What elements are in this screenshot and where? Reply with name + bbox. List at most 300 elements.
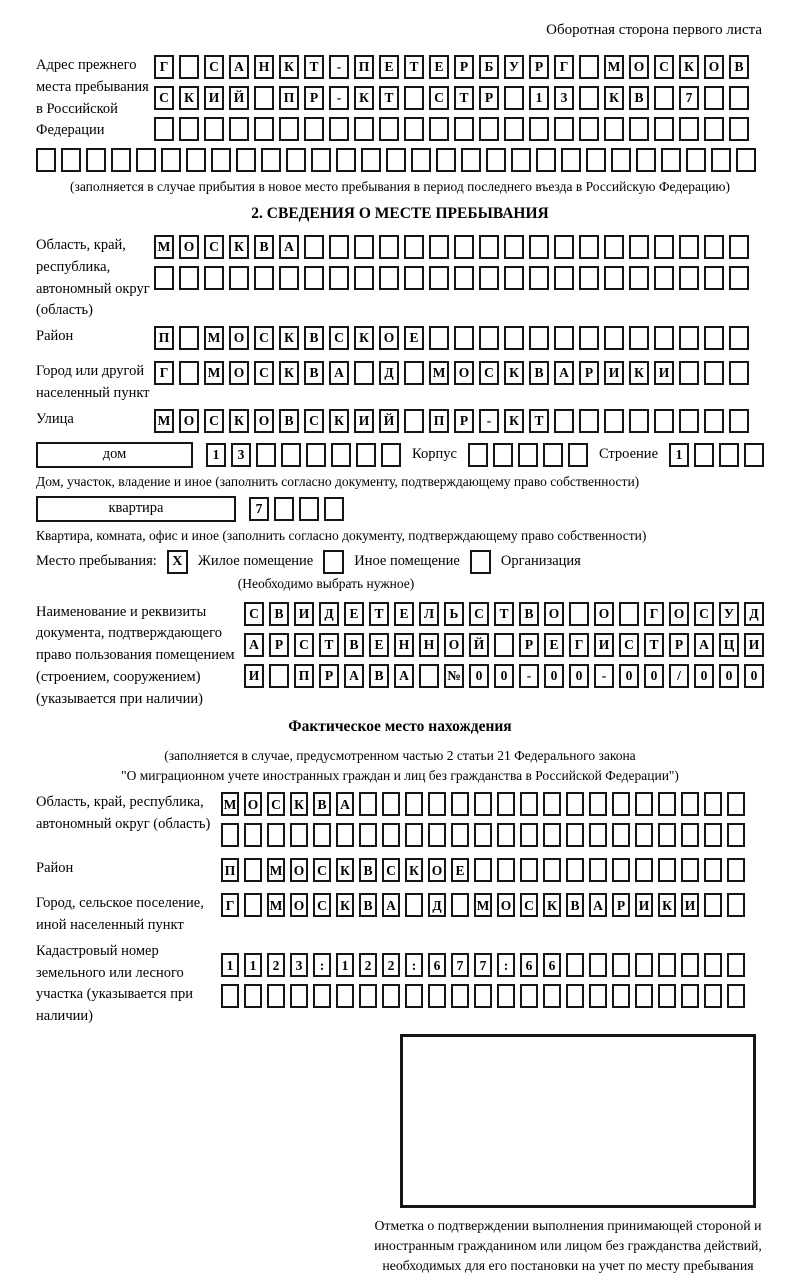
char-cell: К [354,86,374,110]
empty-cell [561,148,581,172]
empty-cell [635,823,653,847]
empty-cell [86,148,106,172]
char-cell: : [313,953,331,977]
empty-cell [589,984,607,1008]
empty-cell [635,984,653,1008]
empty-cell [229,117,249,141]
char-cell: К [279,55,299,79]
char-cell: О [497,893,515,917]
char-cell: О [428,858,446,882]
char-cell: Н [394,633,414,657]
char-cell: А [694,633,714,657]
empty-cell [579,326,599,350]
char-cell: К [405,858,423,882]
char-cell: О [594,602,614,626]
empty-cell [704,409,724,433]
actual-location-subtitle2: "О миграционном учете иностранных граждан и лиц без гражданства в Российской Федерации") [121,768,679,784]
empty-cell [336,984,354,1008]
actual-district-field [36,858,764,889]
char-cell: Р [269,633,289,657]
actual-city-label: Город, сельское поселение, иной населенный пункт [36,895,204,933]
apartment-type-box: квартира [36,496,236,522]
empty-cell [136,148,156,172]
char-cell: 0 [719,664,739,688]
char-cell: И [354,409,374,433]
char-cell: С [429,86,449,110]
cell-row [154,235,749,259]
char-cell: Т [644,633,664,657]
char-cell: 7 [451,953,469,977]
empty-cell [479,235,499,259]
empty-cell [474,792,492,816]
empty-cell [736,148,756,172]
char-cell: 2 [267,953,285,977]
empty-cell [658,823,676,847]
empty-cell [604,117,624,141]
empty-cell [461,148,481,172]
empty-cell [704,361,724,385]
char-cell: Д [428,893,446,917]
empty-cell [254,117,274,141]
char-cell: П [221,858,239,882]
char-cell: Г [554,55,574,79]
char-cell: С [619,633,639,657]
empty-cell [304,117,324,141]
empty-cell [354,117,374,141]
empty-cell [729,326,749,350]
char-cell: 1 [206,443,226,467]
empty-cell [529,326,549,350]
empty-cell [566,792,584,816]
empty-cell [354,235,374,259]
empty-cell [704,266,724,290]
empty-cell [329,117,349,141]
empty-cell [611,148,631,172]
char-cell: О [179,409,199,433]
char-cell: В [269,602,289,626]
empty-cell [566,858,584,882]
char-cell: К [679,55,699,79]
char-cell: В [359,858,377,882]
empty-cell [629,235,649,259]
char-cell: О [254,409,274,433]
char-cell: Р [529,55,549,79]
char-cell: Е [369,633,389,657]
char-cell: В [566,893,584,917]
actual-region-field [36,792,764,854]
char-cell: И [681,893,699,917]
empty-cell [451,893,469,917]
cell-row [154,409,749,433]
char-cell: А [344,664,364,688]
empty-cell [436,148,456,172]
char-cell: О [229,326,249,350]
char-cell: Р [479,86,499,110]
char-cell: Й [229,86,249,110]
char-cell: Д [319,602,339,626]
char-cell: А [554,361,574,385]
char-cell: Е [394,602,414,626]
empty-cell [681,984,699,1008]
cell-row-full-width [36,148,764,172]
district-label: Район [36,328,74,344]
corner-note: Оборотная сторона первого листа [546,22,762,38]
empty-cell [404,361,424,385]
char-cell: 7 [679,86,699,110]
empty-cell [324,497,344,521]
char-cell: 0 [619,664,639,688]
empty-cell [428,984,446,1008]
empty-cell [727,984,745,1008]
empty-cell [704,326,724,350]
char-cell: О [290,858,308,882]
empty-cell [479,266,499,290]
cell-row [221,984,745,1008]
char-cell: К [504,361,524,385]
empty-cell [359,984,377,1008]
char-cell: А [336,792,354,816]
char-cell: Г [221,893,239,917]
empty-cell [579,409,599,433]
char-cell: 0 [494,664,514,688]
empty-cell [36,148,56,172]
district-field [36,326,764,357]
empty-cell [244,858,262,882]
char-cell: М [604,55,624,79]
empty-cell [479,117,499,141]
empty-cell [419,664,439,688]
char-cell: С [694,602,714,626]
empty-cell [336,823,354,847]
empty-cell [405,984,423,1008]
empty-cell [704,893,722,917]
char-cell: Е [379,55,399,79]
char-cell: Р [612,893,630,917]
char-cell: С [382,858,400,882]
empty-cell [711,148,731,172]
empty-cell [354,361,374,385]
char-cell: В [313,792,331,816]
char-cell: У [719,602,739,626]
empty-cell [654,409,674,433]
char-cell: С [469,602,489,626]
char-cell: 2 [382,953,400,977]
empty-cell [543,792,561,816]
empty-cell [727,792,745,816]
empty-cell [727,953,745,977]
char-cell: А [329,361,349,385]
empty-cell [589,792,607,816]
option-organization-label: Организация [500,553,581,569]
empty-cell [429,266,449,290]
char-cell: А [394,664,414,688]
char-cell: Т [319,633,339,657]
cell-row [154,117,749,141]
empty-cell [589,858,607,882]
empty-cell [579,235,599,259]
char-cell: М [204,361,224,385]
cell-row [221,893,745,930]
empty-cell [454,326,474,350]
checkbox-other-premises [323,550,344,574]
char-cell: А [279,235,299,259]
char-cell: К [658,893,676,917]
char-cell: 2 [359,953,377,977]
char-cell: С [204,409,224,433]
empty-cell [679,409,699,433]
empty-cell [286,148,306,172]
empty-cell [681,823,699,847]
empty-cell [451,823,469,847]
empty-cell [604,235,624,259]
empty-cell [331,443,351,467]
empty-cell [536,148,556,172]
empty-cell [386,148,406,172]
empty-cell [279,266,299,290]
char-cell: У [504,55,524,79]
empty-cell [256,443,276,467]
empty-cell [313,823,331,847]
empty-cell [504,266,524,290]
cell-row [221,858,745,882]
cell-row [244,633,764,657]
empty-cell [254,86,274,110]
char-cell: 1 [221,953,239,977]
empty-cell [267,823,285,847]
empty-cell [354,266,374,290]
cadastre-rows [221,941,745,1028]
empty-cell [479,326,499,350]
empty-cell [579,86,599,110]
empty-cell [381,443,401,467]
char-cell: М [429,361,449,385]
city-label: Город или другой населенный пункт [36,363,150,401]
empty-cell [404,266,424,290]
cell-row [154,55,749,79]
cell-row [154,326,749,350]
empty-cell [729,266,749,290]
char-cell: О [290,893,308,917]
char-cell: 6 [543,953,561,977]
char-cell: О [179,235,199,259]
empty-cell [290,984,308,1008]
empty-cell [429,235,449,259]
char-cell: О [629,55,649,79]
char-cell: П [354,55,374,79]
char-cell: Й [469,633,489,657]
char-cell: В [254,235,274,259]
char-cell: 7 [249,497,269,521]
char-cell: М [204,326,224,350]
empty-cell [612,984,630,1008]
empty-cell [612,953,630,977]
char-cell: К [336,858,354,882]
house-row [36,442,764,468]
empty-cell [221,984,239,1008]
char-cell: - [329,86,349,110]
empty-cell [154,117,174,141]
empty-cell [311,148,331,172]
char-cell: В [369,664,389,688]
empty-cell [568,443,588,467]
empty-cell [729,117,749,141]
empty-cell [654,266,674,290]
empty-cell [428,823,446,847]
empty-cell [504,326,524,350]
empty-cell [154,266,174,290]
char-cell: 0 [744,664,764,688]
empty-cell [468,443,488,467]
empty-cell [681,792,699,816]
empty-cell [629,409,649,433]
char-cell: Н [419,633,439,657]
empty-cell [504,235,524,259]
empty-cell [281,443,301,467]
char-cell: 1 [336,953,354,977]
empty-cell [543,858,561,882]
char-cell: Е [451,858,469,882]
char-cell: В [529,361,549,385]
char-cell: Ц [719,633,739,657]
char-cell: В [304,326,324,350]
char-cell: С [654,55,674,79]
city-field [36,361,764,405]
char-cell: / [669,664,689,688]
char-cell: С [267,792,285,816]
empty-cell [569,602,589,626]
char-cell: 6 [520,953,538,977]
confirmation-stamp-box [400,1034,756,1208]
char-cell: 3 [290,953,308,977]
empty-cell [520,823,538,847]
char-cell: Е [404,326,424,350]
char-cell: 0 [569,664,589,688]
char-cell: И [204,86,224,110]
char-cell: Г [569,633,589,657]
char-cell: С [520,893,538,917]
empty-cell [504,117,524,141]
char-cell: С [294,633,314,657]
char-cell: С [204,235,224,259]
cell-row [221,823,745,847]
empty-cell [612,858,630,882]
char-cell: К [543,893,561,917]
empty-cell [729,86,749,110]
empty-cell [554,409,574,433]
empty-cell [382,984,400,1008]
cell-row [244,664,764,688]
char-cell: Т [494,602,514,626]
char-cell: 0 [694,664,714,688]
char-cell: Й [379,409,399,433]
stay-place-label: Место пребывания: [36,553,157,569]
empty-cell [566,823,584,847]
empty-cell [727,858,745,882]
empty-cell [304,235,324,259]
actual-region-rows [221,792,745,854]
empty-cell [554,266,574,290]
char-cell: С [254,361,274,385]
char-cell: О [704,55,724,79]
char-cell: - [479,409,499,433]
empty-cell [454,117,474,141]
cell-row [468,443,588,467]
char-cell: С [304,409,324,433]
empty-cell [111,148,131,172]
stroenie-label: Строение [598,446,658,462]
section2-title: 2. СВЕДЕНИЯ О МЕСТЕ ПРЕБЫВАНИЯ [251,205,549,222]
empty-cell [604,409,624,433]
empty-cell [619,602,639,626]
empty-cell [474,984,492,1008]
char-cell: М [154,409,174,433]
empty-cell [274,497,294,521]
char-cell: В [304,361,324,385]
empty-cell [554,117,574,141]
empty-cell [612,823,630,847]
char-cell: П [279,86,299,110]
empty-cell [529,117,549,141]
cell-row [154,361,749,398]
char-cell: И [594,633,614,657]
empty-cell [236,148,256,172]
char-cell: : [405,953,423,977]
char-cell: Г [644,602,664,626]
previous-address-rows [154,55,749,148]
empty-cell [304,266,324,290]
empty-cell [566,953,584,977]
empty-cell [179,266,199,290]
empty-cell [186,148,206,172]
char-cell: С [244,602,264,626]
cell-row [154,86,749,110]
empty-cell [382,792,400,816]
empty-cell [566,984,584,1008]
document-field [36,602,764,711]
char-cell: В [629,86,649,110]
empty-cell [379,235,399,259]
previous-address-note: (заполняется в случае прибытия в новое место пребывания в период последнего въезда в Российскую Федерацию) [69,179,731,194]
empty-cell [474,858,492,882]
char-cell: 3 [231,443,251,467]
document-label: Наименование и реквизиты документа, подтверждающего право пользования помещением (строением, сооружением) (указывается при наличии) [36,603,235,707]
empty-cell [681,858,699,882]
empty-cell [529,235,549,259]
empty-cell [635,792,653,816]
char-cell: Е [429,55,449,79]
empty-cell [704,235,724,259]
empty-cell [554,235,574,259]
char-cell: К [290,792,308,816]
char-cell: Д [744,602,764,626]
empty-cell [554,326,574,350]
empty-cell [694,443,714,467]
empty-cell [704,117,724,141]
char-cell: Н [254,55,274,79]
char-cell: К [229,409,249,433]
char-cell: С [313,858,331,882]
empty-cell [204,117,224,141]
empty-cell [451,792,469,816]
actual-location-title: Фактическое место нахождения [288,718,512,736]
previous-address-block [36,55,764,148]
checkbox-organization [470,550,491,574]
cell-row [154,266,749,290]
cell-row [221,792,745,816]
char-cell: : [497,953,515,977]
empty-cell [658,792,676,816]
empty-cell [704,823,722,847]
